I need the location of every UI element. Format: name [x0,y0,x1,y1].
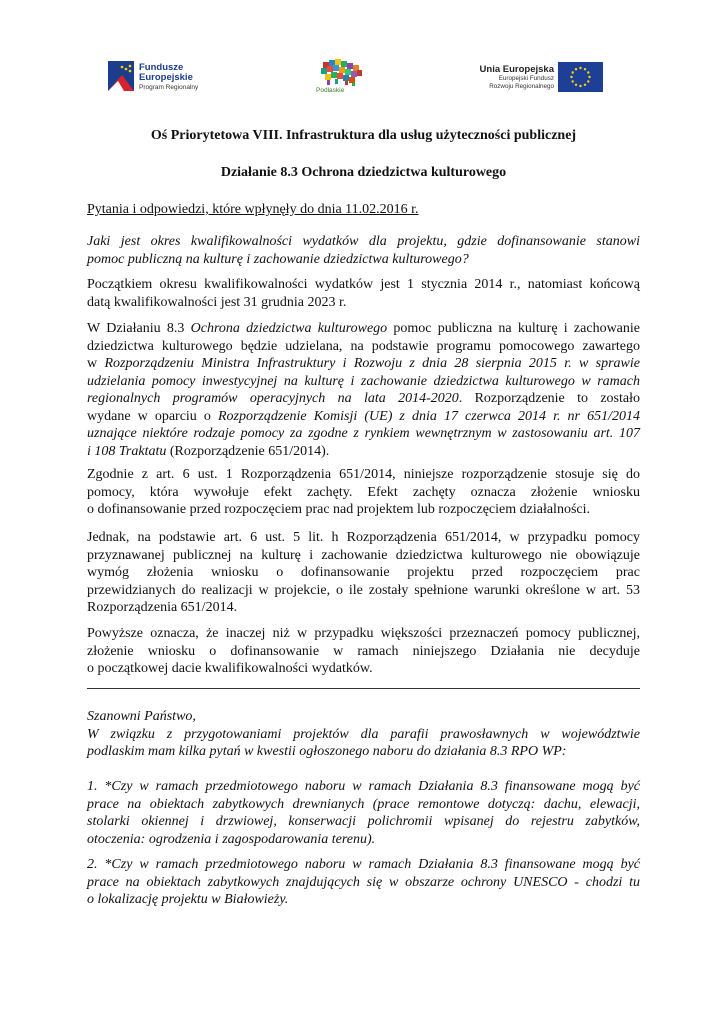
letter-salutation [87,708,640,726]
a2-italic: Rozporządzeniu Ministra Infrastruktury i Rozwoju z dnia 28 sierpnia 2015 r. w sprawie [104,356,640,371]
fe-line2: Europejskie [139,72,193,83]
a4-line: wymóg złożenia wniosku o dofinansowanie projektu przed rozpoczęciem prac [87,565,640,580]
fe-text [139,63,198,92]
answer-paragraph-5 [87,625,640,678]
a5-line: o początkowej dacie kwalifikowalności wydatków. [87,661,373,676]
letter-q1-line: prace na obiektach zabytkowych drewnianych (prace remontowe dotyczą: dachu, elewacji, [87,796,640,812]
answer-paragraph-1 [87,276,640,311]
unia-europejska-logo [466,59,606,99]
question-1 [87,233,640,268]
fe-line3: Program Regionalny [139,84,199,91]
letter-intro-line: podlaskim mam kilka pytań w kwestii ogłoszonego naboru do działania 8.3 RPO WP: [87,744,567,759]
a2-line: udzielania pomocy inwestycyjnej na kulturę i zachowanie dziedzictwa kulturowego w ramach [87,373,640,389]
intro-text: Pytania i odpowiedzi, które wpłynęły do dnia 11.02.2016 r. [87,202,419,217]
letter-q1-line: otoczenia: ogrodzenia i zagospodarowania terenu). [87,831,376,847]
letter-q2-line: prace na obiektach zabytkowych znajdujących się w obszarze ochrony UNESCO - chodzi tu [87,874,640,890]
a2-line [87,390,640,408]
letter-q2-line: o lokalizację projektu w Białowieży. [87,892,289,907]
a3-line: pomocy, która wywołuje efekt zachęty. Efekt zachęty oznacza złożenie wniosku [87,484,640,500]
a2-line: uznające niektóre rodzaje pomocy za zgodne z rynkiem wewnętrznym w zastosowaniu art. 107 [87,426,640,441]
answer-paragraph-2 [87,320,640,460]
a3-line: o dofinansowanie przed rozpoczęciem prac nad projektem lub rozpoczęciem działalności. [87,502,590,517]
eu-line1: Unia Europejska [479,64,554,75]
a2-text: pomoc publiczna na kulturę i zachowanie [387,321,640,336]
letter-q1-line: stolarki okiennej i drzwiowej, konserwacji polichromii wpisanej do rejestru zabytków, [87,814,640,829]
measure-heading: Działanie 8.3 Ochrona dziedzictwa kulturowego [220,165,507,180]
intro-line [87,201,640,219]
section-divider [87,688,640,689]
fundusze-europejskie-logo [106,59,246,99]
a2-italic: regionalnych programów operacyjnych na lata 2014-2020 [87,391,459,406]
a2-line [87,355,640,373]
a2-text: W Działaniu 8.3 [87,321,191,336]
a2-text: wydane w oparciu o [87,408,218,424]
letter-q2-line: 2. *Czy w ramach przedmiotowego naboru w ramach Działania 8.3 finansowane mogą być [87,857,640,872]
q1-line: pomoc publiczną na kulturę i zachowanie dziedzictwa kulturowego? [87,251,469,267]
a5-line: Powyższe oznacza, że inaczej niż w przypadku większości przeznaczeń pomocy publicznej, [87,626,640,641]
eu-line3: Rozwoju Regionalnego [489,82,554,90]
eu-text [466,64,554,90]
a2-text: w [87,356,105,371]
salutation-line: Szanowni Państwo, [87,709,196,724]
podlaskie-label: Podlaskie [316,87,345,94]
a3-line: Zgodnie z art. 6 ust. 1 Rozporządzenia 651/2014, niniejsze rozporządzenie stosuje się do [87,467,640,482]
fe-line1: Fundusze [139,62,184,73]
a4-line: Rozporządzenia 651/2014. [87,600,238,615]
a2-italic: Ochrona dziedzictwa kulturowego [190,321,388,336]
q1-line: Jaki jest okres kwalifikowalności wydatków dla projektu, gdzie dofinansowanie stanowi [87,234,640,249]
a2-italic: i 108 Traktatu [87,443,167,459]
a4-line: przewidzianych do realizacji w projekcie, o ile zostały spełnione warunki określone w art. 53 [87,582,640,598]
a2-line [87,408,640,426]
letter-intro-line: W związku z przygotowaniami projektów dla parafii prawosławnych w województwie [87,726,640,742]
a1-line: datą kwalifikowalności jest 31 grudnia 2023 r. [87,294,347,310]
header-logos [106,56,606,106]
a2-italic: Rozporządzenie Komisji (UE) z dnia 17 czerwca 2014 r. nr 651/2014 [217,408,640,424]
a1-line: Początkiem okresu kwalifikowalności wydatków jest 1 stycznia 2014 r., natomiast końcową [87,277,640,292]
eu-flag-icon [558,62,603,92]
a4-line: Jednak, na podstawie art. 6 ust. 5 lit. h Rozporządzenia 651/2014, w przypadku pomocy [87,530,640,545]
letter-question-2 [87,856,640,909]
a2-line [87,443,640,461]
a2-text: (Rozporządzenie 651/2014). [166,443,330,459]
a2-text: . Rozporządzenie to zostało [458,391,640,406]
letter-question-1 [87,778,640,848]
answer-paragraph-4 [87,529,640,617]
a5-line: złożenie wniosku o dofinansowanie w ramach niniejszego Działania nie decyduje [87,643,640,659]
axis-heading: Oś Priorytetowa VIII. Infrastruktura dla usług użyteczności publicznej [150,128,577,143]
answer-paragraph-3 [87,466,640,519]
eu-line2: Europejski Fundusz [498,75,554,82]
a2-line [87,320,640,338]
letter-intro [87,726,640,761]
podlaskie-bison-logo [315,56,365,102]
letter-q1-line: 1. *Czy w ramach przedmiotowego naboru w ramach Działania 8.3 finansowane mogą być [87,779,640,794]
a2-line: dziedzictwa kulturowego będzie udzielana, na podstawie programu pomocowego zawartego [87,338,640,354]
a4-line: przyznawanej publicznej na kulturę i zachowanie dziedzictwa kulturowego nie obowiązuje [87,547,640,563]
fe-flag-icon [108,61,134,91]
